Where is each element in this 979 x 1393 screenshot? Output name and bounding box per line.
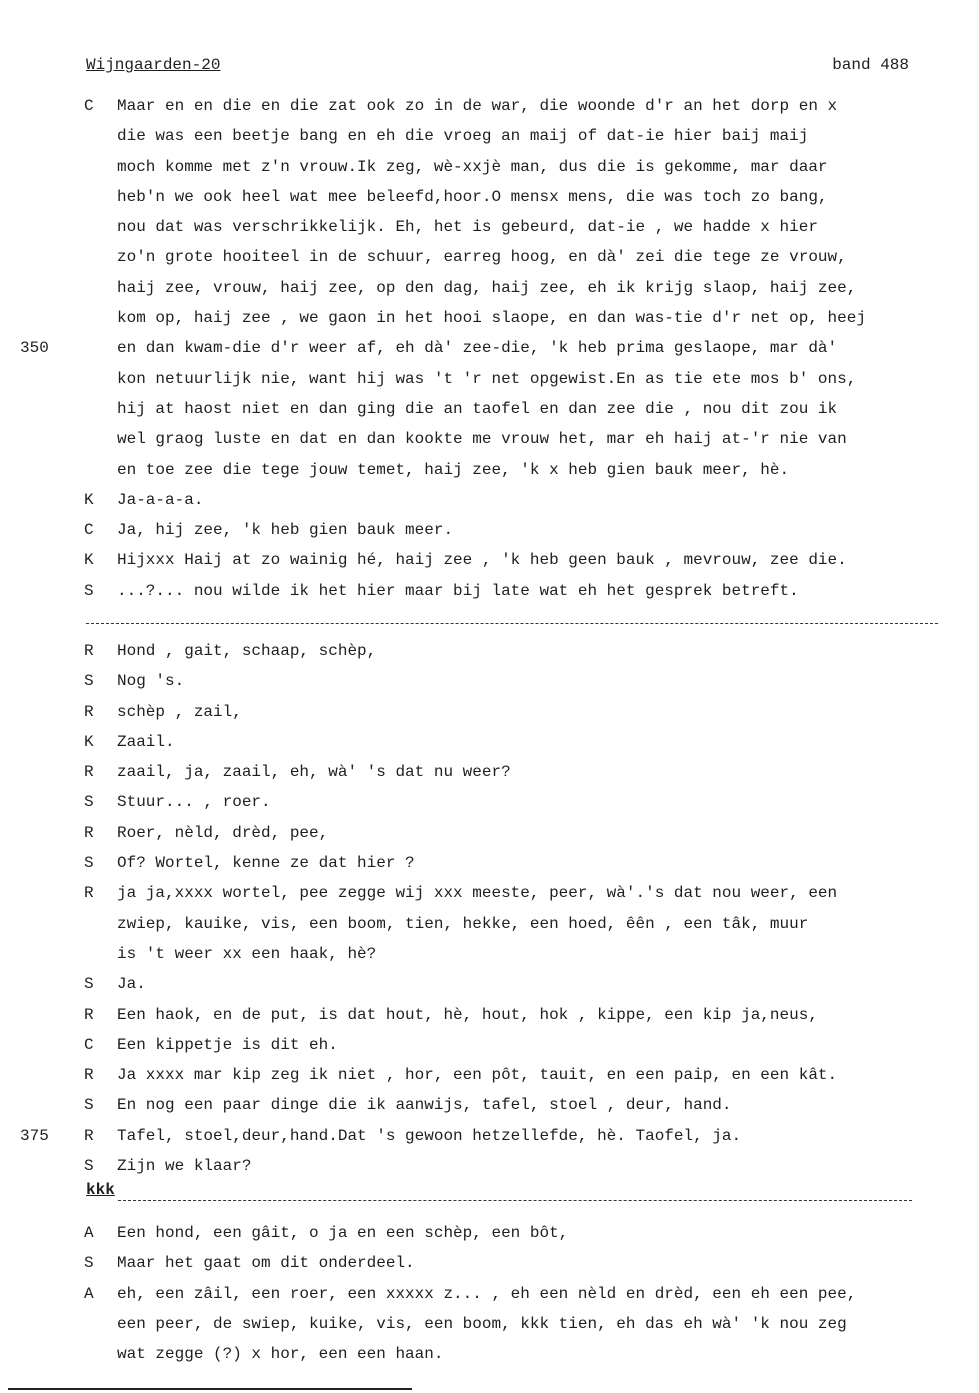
utterance-text: is 't weer xx een haak, hè? <box>117 944 377 963</box>
speaker-label: S <box>84 1157 94 1176</box>
transcript-line <box>0 1127 979 1157</box>
utterance-text: kom op, haij zee , we gaon in het hooi slaope, en dan was-tie d'r net op, heej <box>117 309 866 328</box>
transcript-line <box>0 158 979 188</box>
utterance-text: en dan kwam-die d'r weer af, eh dà' zee-die, 'k heb prima geslaope, mar dà' <box>117 339 838 358</box>
utterance-text: Ja-a-a-a. <box>117 490 204 509</box>
utterance-text: Nog 's. <box>117 672 185 691</box>
utterance-text: Zaail. <box>117 732 175 751</box>
transcript-line <box>0 339 979 369</box>
speaker-label: S <box>84 854 94 873</box>
speaker-label: A <box>84 1224 94 1242</box>
transcript-line <box>0 975 979 1005</box>
section-separator <box>118 1200 912 1201</box>
speaker-label: R <box>84 642 94 660</box>
transcript-line <box>0 1224 979 1254</box>
transcript-line <box>0 551 979 581</box>
transcript-line <box>0 582 979 612</box>
speaker-label: R <box>84 1066 94 1085</box>
speaker-label: K <box>84 551 94 570</box>
utterance-text: nou dat was verschrikkelijk. Eh, het is gebeurd, dat-ie , we hadde x hier <box>117 218 818 237</box>
utterance-text: Maar en en die en die zat ook zo in de war, die woonde d'r an het dorp en x <box>117 97 838 115</box>
section-marker: kkk <box>86 1181 115 1199</box>
speaker-label: K <box>84 490 94 509</box>
utterance-text: Hond , gait, schaap, schèp, <box>117 642 377 660</box>
utterance-text: eh, een zâil, een roer, een xxxxx z... , eh een nèld en drèd, een eh een pee, <box>117 1284 857 1303</box>
speaker-label: S <box>84 672 94 691</box>
speaker-label: R <box>84 884 94 903</box>
utterance-text: hij at haost niet en dan ging die an taofel en dan zee die , nou dit zou ik <box>117 399 838 418</box>
utterance-text: heb'n we ook heel wat mee beleefd,hoor.O mensx mens, die was toch zo bang, <box>117 187 828 206</box>
transcript-line <box>0 672 979 702</box>
transcript-line <box>0 733 979 763</box>
utterance-text: Ja. <box>117 975 146 994</box>
speaker-label: S <box>84 1254 94 1273</box>
transcript-section-2 <box>0 642 979 1187</box>
transcript-line <box>0 642 979 672</box>
transcript-line <box>0 1285 979 1315</box>
bottom-rule <box>8 1388 412 1390</box>
transcript-line <box>0 1315 979 1345</box>
transcript-line <box>0 188 979 218</box>
transcript-line <box>0 309 979 339</box>
utterance-text: Stuur... , roer. <box>117 793 271 812</box>
transcript-line <box>0 854 979 884</box>
utterance-text: Of? Wortel, kenne ze dat hier ? <box>117 854 415 873</box>
utterance-text: moch komme met z'n vrouw.Ik zeg, wè-xxjè man, dus die is gekomme, mar daar <box>117 157 828 176</box>
utterance-text: die was een beetje bang en eh die vroeg an maij of dat-ie hier baij maij <box>117 127 809 146</box>
transcript-line <box>0 703 979 733</box>
transcript-line <box>0 1254 979 1284</box>
utterance-text: En nog een paar dinge die ik aanwijs, tafel, stoel , deur, hand. <box>117 1096 732 1115</box>
speaker-label: S <box>84 793 94 812</box>
transcript-line <box>0 430 979 460</box>
speaker-label: R <box>84 1126 94 1145</box>
transcript-line <box>0 915 979 945</box>
speaker-label: R <box>84 702 94 721</box>
utterance-text: Hijxxx Haij at zo wainig hé, haij zee , 'k heb geen bauk , mevrouw, zee die. <box>117 551 847 570</box>
utterance-text: kon netuurlijk nie, want hij was 't 'r net opgewist.En as tie ete mos b' ons, <box>117 369 857 388</box>
speaker-label: R <box>84 823 94 842</box>
transcript-line <box>0 400 979 430</box>
speaker-label: A <box>84 1284 94 1303</box>
speaker-label: R <box>84 763 94 782</box>
utterance-text: wel graog luste en dat en dan kookte me vrouw het, mar eh haij at-'r nie van <box>117 430 847 449</box>
transcript-line <box>0 1157 979 1187</box>
utterance-text: en toe zee die tege jouw temet, haij zee, 'k x heb gien bauk meer, hè. <box>117 460 790 479</box>
speaker-label: S <box>84 1096 94 1115</box>
utterance-text: Zijn we klaar? <box>117 1157 252 1176</box>
utterance-text: Ja xxxx mar kip zeg ik niet , hor, een pôt, tauit, en een paip, en een kât. <box>117 1066 838 1085</box>
speaker-label: C <box>84 521 94 540</box>
transcript-line <box>0 521 979 551</box>
transcript-line <box>0 1036 979 1066</box>
utterance-text: schèp , zail, <box>117 702 242 721</box>
utterance-text: Een haok, en de put, is dat hout, hè, hout, hok , kippe, een kip ja,neus, <box>117 1005 818 1024</box>
utterance-text: Een kippetje is dit eh. <box>117 1035 338 1054</box>
section-separator <box>86 623 938 624</box>
transcript-line <box>0 248 979 278</box>
speaker-label: C <box>84 97 94 115</box>
transcript-line <box>0 945 979 975</box>
line-number: 350 <box>20 339 49 358</box>
utterance-text: zo'n grote hooiteel in de schuur, earreg hoog, en dà' zei die tege ze vrouw, <box>117 248 847 267</box>
transcript-line <box>0 763 979 793</box>
utterance-text: wat zegge (?) x hor, een een haan. <box>117 1345 444 1364</box>
transcript-line <box>0 1096 979 1126</box>
utterance-text: zwiep, kauike, vis, een boom, tien, hekke, een hoed, êên , een tâk, muur <box>117 914 809 933</box>
utterance-text: Ja, hij zee, 'k heb gien bauk meer. <box>117 521 454 540</box>
transcript-section-1 <box>0 97 979 612</box>
transcript-section-3 <box>0 1224 979 1375</box>
line-number: 375 <box>20 1126 49 1145</box>
transcript-line <box>0 793 979 823</box>
band-number: band 488 <box>832 56 909 74</box>
transcript-line <box>0 491 979 521</box>
transcript-line <box>0 127 979 157</box>
speaker-label: R <box>84 1005 94 1024</box>
document-title: Wijngaarden-20 <box>86 56 221 74</box>
speaker-label: C <box>84 1035 94 1054</box>
transcript-line <box>0 1345 979 1375</box>
transcript-line <box>0 97 979 127</box>
utterance-text: Een hond, een gâit, o ja en een schèp, een bôt, <box>117 1224 569 1242</box>
utterance-text: Tafel, stoel,deur,hand.Dat 's gewoon hetzellefde, hè. Taofel, ja. <box>117 1126 742 1145</box>
transcript-line <box>0 461 979 491</box>
transcript-line <box>0 824 979 854</box>
utterance-text: zaail, ja, zaail, eh, wà' 's dat nu weer? <box>117 763 511 782</box>
utterance-text: ja ja,xxxx wortel, pee zegge wij xxx meeste, peer, wà'.'s dat nou weer, een <box>117 884 838 903</box>
utterance-text: een peer, de swiep, kuike, vis, een boom, kkk tien, eh das eh wà' 'k nou zeg <box>117 1314 847 1333</box>
speaker-label: K <box>84 732 94 751</box>
speaker-label: S <box>84 975 94 994</box>
utterance-text: haij zee, vrouw, haij zee, op den dag, haij zee, eh ik krijg slaop, haij zee, <box>117 278 857 297</box>
speaker-label: S <box>84 581 94 600</box>
transcript-line <box>0 1066 979 1096</box>
transcript-line <box>0 279 979 309</box>
transcript-line <box>0 370 979 400</box>
utterance-text: Roer, nèld, drèd, pee, <box>117 823 329 842</box>
transcript-line <box>0 218 979 248</box>
utterance-text: Maar het gaat om dit onderdeel. <box>117 1254 415 1273</box>
transcript-line <box>0 884 979 914</box>
utterance-text: ...?... nou wilde ik het hier maar bij late wat eh het gesprek betreft. <box>117 581 799 600</box>
transcript-line <box>0 1006 979 1036</box>
